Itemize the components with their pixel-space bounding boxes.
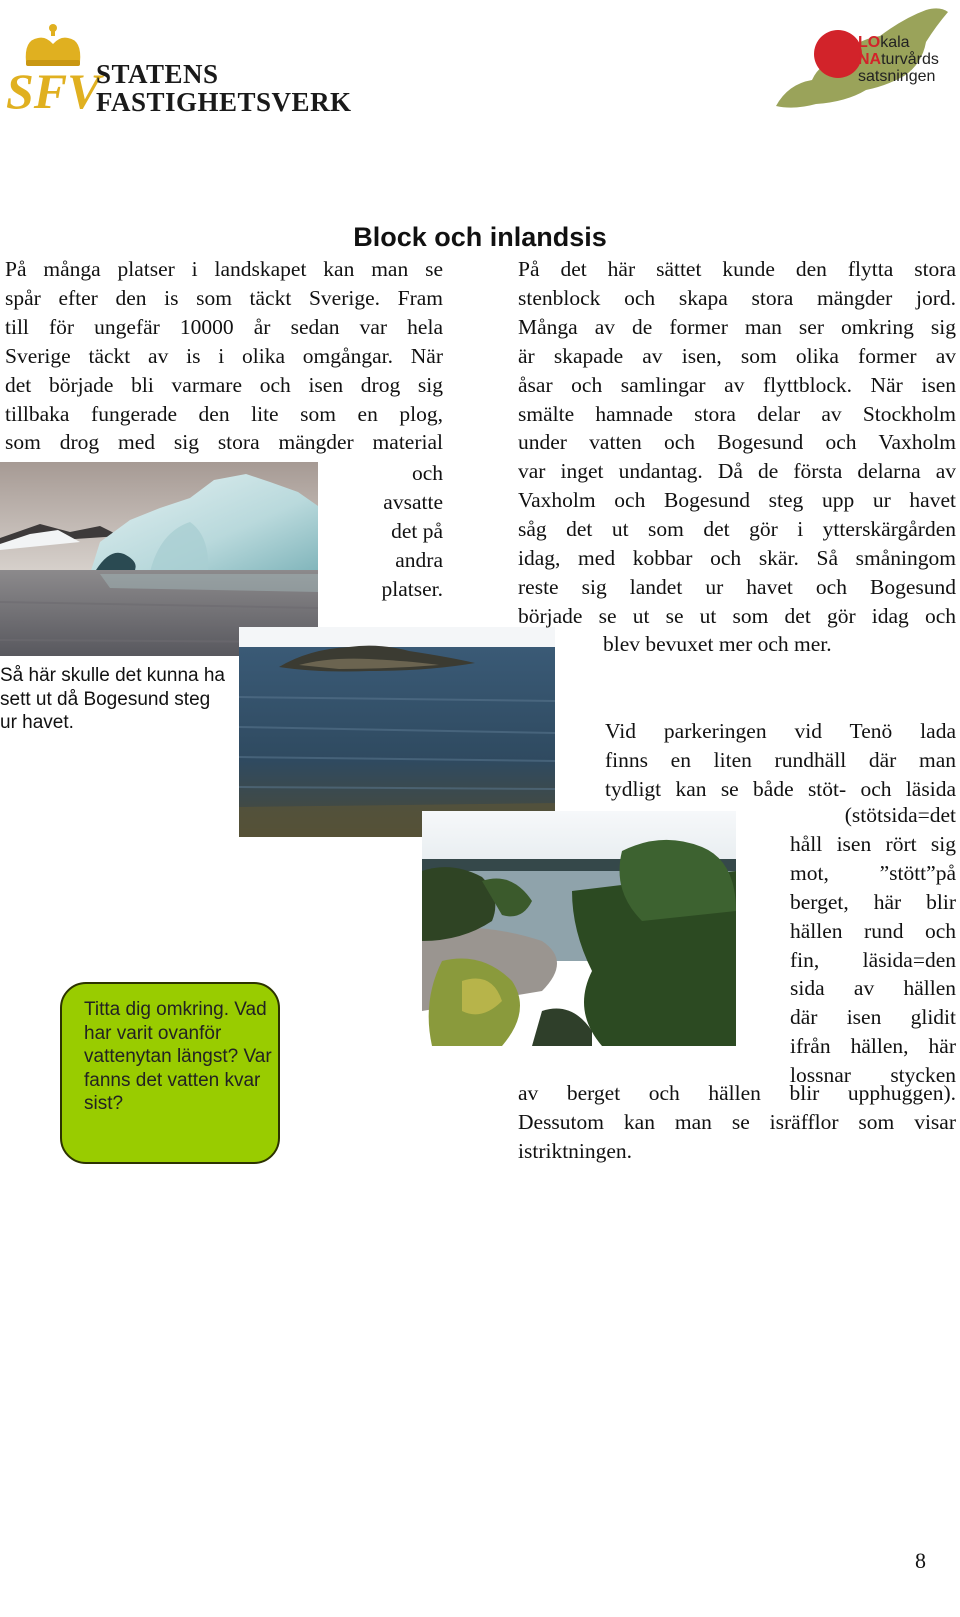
text-line: och [411, 461, 443, 485]
page-number: 8 [915, 1548, 926, 1573]
text-line: av berget och hällen blir upphuggen). [518, 1081, 956, 1105]
page-title: Block och inlandsis [353, 222, 607, 252]
text-line: (stötsida=det [844, 803, 956, 827]
lona-lo: LO [858, 34, 881, 51]
text-line: Vaxholm och Bogesund steg upp ur havet [518, 488, 956, 513]
left-paragraph-tail [340, 459, 443, 604]
right-paragraph-tail [603, 630, 873, 659]
text-line: håll isen rört sig [790, 831, 956, 856]
text-line: reste sig landet ur havet och Bogesund [518, 574, 956, 599]
left-paragraph [5, 255, 443, 457]
text-line: hällen rund och [790, 918, 956, 943]
lona-wordmark [858, 34, 939, 85]
text-line: mot, ”stött”på [790, 860, 956, 885]
sfv-monogram: SFV [6, 63, 101, 118]
question-text: Titta dig omkring. Vad har varit ovanför vattenytan längst? Var fanns det vatten kvar sist? [84, 999, 272, 1114]
text-line: det började bli varmare och isen drog sig [5, 372, 443, 397]
text-line: under vatten och Bogesund och Vaxholm [518, 430, 956, 455]
text-line: idag, med kobbar och skär. Så småningom [518, 546, 956, 571]
text-line: är skapade av isen, som olika former av [518, 343, 956, 368]
text-line: till för ungefär 10000 år sedan var hela [5, 314, 443, 339]
crown-icon [26, 24, 81, 66]
text-line: åsar och samlingar av flyttblock. När isen [518, 372, 956, 397]
text-line: På många platser i landskapet kan man se [5, 257, 443, 281]
lona-kala: kala [880, 34, 910, 51]
text-line: var inget undantag. Då de första delarna av [518, 459, 956, 484]
text-line: tillbaka fungerade den lite som en plog, [5, 401, 443, 426]
text-line: sida av hällen [790, 976, 956, 1001]
sfv-wordmark [96, 60, 352, 116]
sfv-wordmark-line2: FASTIGHETSVERK [96, 87, 352, 117]
text-line: finns en liten rundhäll där man [605, 747, 956, 772]
parking-paragraph-middle [790, 801, 956, 1090]
text-line: Många av de former man ser omkring sig [518, 314, 956, 339]
lona-satsningen: satsningen [858, 68, 936, 85]
parking-paragraph-bottom [518, 1079, 956, 1166]
text-line: berget, här blir [790, 889, 956, 914]
text-line: avsatte [383, 489, 443, 514]
text-line: Dessutom kan man se isräfflor som visar [518, 1109, 956, 1134]
text-line: lossnar stycken [790, 1063, 956, 1088]
text-line: såg det ut som det gör i ytterskärgården [518, 517, 956, 542]
text-line: det på [391, 518, 443, 543]
text-line: Sverige täckt av is i olika omgångar. När [5, 343, 443, 368]
lona-na: NA [858, 51, 882, 68]
text-line: spår efter den is som täckt Sverige. Fram [5, 285, 443, 310]
text-line: istriktningen. [518, 1138, 633, 1163]
right-paragraph [518, 255, 956, 631]
photo-caption: Så här skulle det kunna ha sett ut då Bogesund steg ur havet. [0, 665, 225, 733]
text-line: blev bevuxet mer och mer. [603, 632, 832, 656]
text-line: På det här sättet kunde den flytta stora [518, 257, 956, 281]
text-line: tydligt kan se både stöt- och läsida [605, 776, 956, 801]
text-line: Vid parkeringen vid Tenö lada [605, 719, 956, 743]
island-photo [239, 627, 555, 837]
text-line: ifrån hällen, här [790, 1034, 956, 1059]
text-line: stenblock och skapa stora mängder jord. [518, 285, 956, 310]
parking-paragraph-top [605, 717, 956, 804]
text-line: som drog med sig stora mängder material [5, 430, 443, 455]
text-line: andra [395, 547, 443, 572]
text-line: där isen glidit [790, 1005, 956, 1030]
sfv-wordmark-line1: STATENS [96, 59, 219, 89]
red-circle-icon [814, 30, 862, 78]
lona-turvards: turvårds [881, 51, 939, 68]
text-line: fin, läsida=den [790, 947, 956, 972]
text-line: platser. [381, 576, 443, 601]
text-line: smälte hamnade stora delar av Stockholm [518, 401, 956, 426]
text-line: började se ut se ut som det gör idag och [518, 603, 956, 628]
shoreline-photo [422, 811, 736, 1046]
